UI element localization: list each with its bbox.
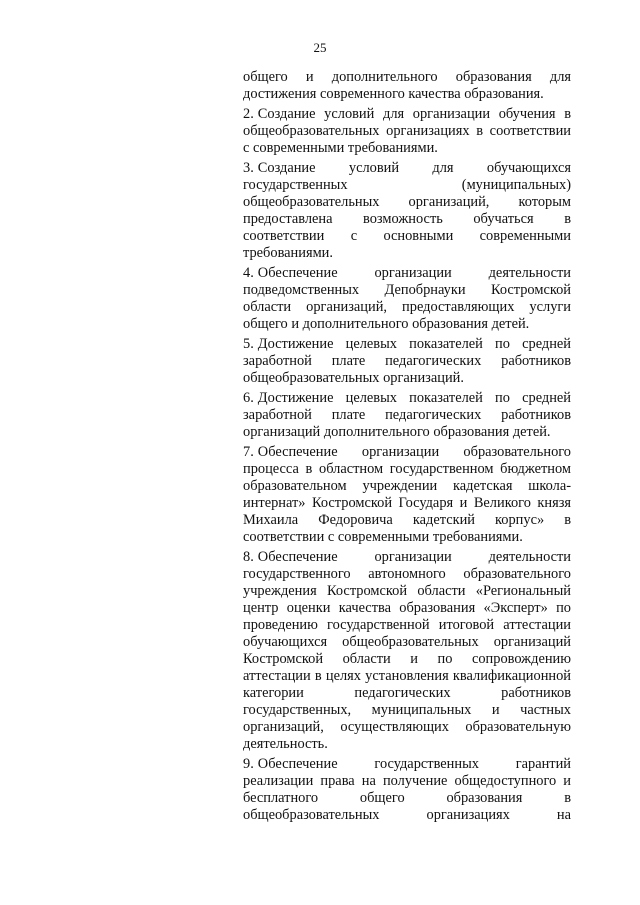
paragraph-text: Достижение целевых показателей по средней заработной плате педагогических работников общеобразовательных организаций. [243,336,571,386]
paragraph-text: общего и дополнительного образования для достижения современного качества образования. [243,69,571,102]
paragraph-item-4 [243,265,571,333]
paragraph-item-6 [243,390,571,441]
page-number: 25 [313,40,327,55]
body-text [243,69,571,827]
paragraph-continuation [243,69,571,103]
item-number: 7. [243,444,254,460]
paragraph-item-3 [243,160,571,262]
paragraph-item-5 [243,336,571,387]
item-number: 6. [243,390,254,406]
item-number: 4. [243,265,254,281]
paragraph-text: Создание условий для организации обучения в общеобразовательных организациях в соответствии с современными требованиями. [243,106,571,156]
paragraph-item-8 [243,549,571,753]
item-number: 3. [243,160,254,176]
item-number: 2. [243,106,254,122]
paragraph-text: Обеспечение организации образовательного процесса в областном государственном бюджетном образовательном учреждении кадетская школа-интернат» Костромской Государя и Великого князя Михаила Федоровича кадетский корпус» в соответствии с современными требованиями. [243,444,571,545]
paragraph-text: Обеспечение организации деятельности государственного автономного образовательного учреждения Костромской области «Региональный центр оценки качества образования «Эксперт» по проведению государственной итоговой аттестации обучающихся общеобразовательных организаций Костромской области и по сопровождению аттестации в целях установления квалификационной категории педагогических работников государственных, муниципальных и частных организаций, осуществляющих образовательную деятельность. [243,549,571,752]
item-number: 9. [243,756,254,772]
paragraph-text: Обеспечение государственных гарантий реализации права на получение общедоступного и бесплатного общего образования в общеобразовательных организациях на [243,756,571,823]
paragraph-item-7 [243,444,571,546]
paragraph-item-2 [243,106,571,157]
item-number: 5. [243,336,254,352]
paragraph-text: Достижение целевых показателей по средней заработной плате педагогических работников организаций дополнительного образования детей. [243,390,571,440]
paragraph-text: Обеспечение организации деятельности подведомственных Депобрнауки Костромской области организаций, предоставляющих услуги общего и дополнительного образования детей. [243,265,571,332]
paragraph-text: Создание условий для обучающихся государственных (муниципальных) общеобразовательных организаций, которым предоставлена возможность обучаться в соответствии с основными современными требованиями. [243,160,571,261]
paragraph-item-9 [243,756,571,824]
item-number: 8. [243,549,254,565]
